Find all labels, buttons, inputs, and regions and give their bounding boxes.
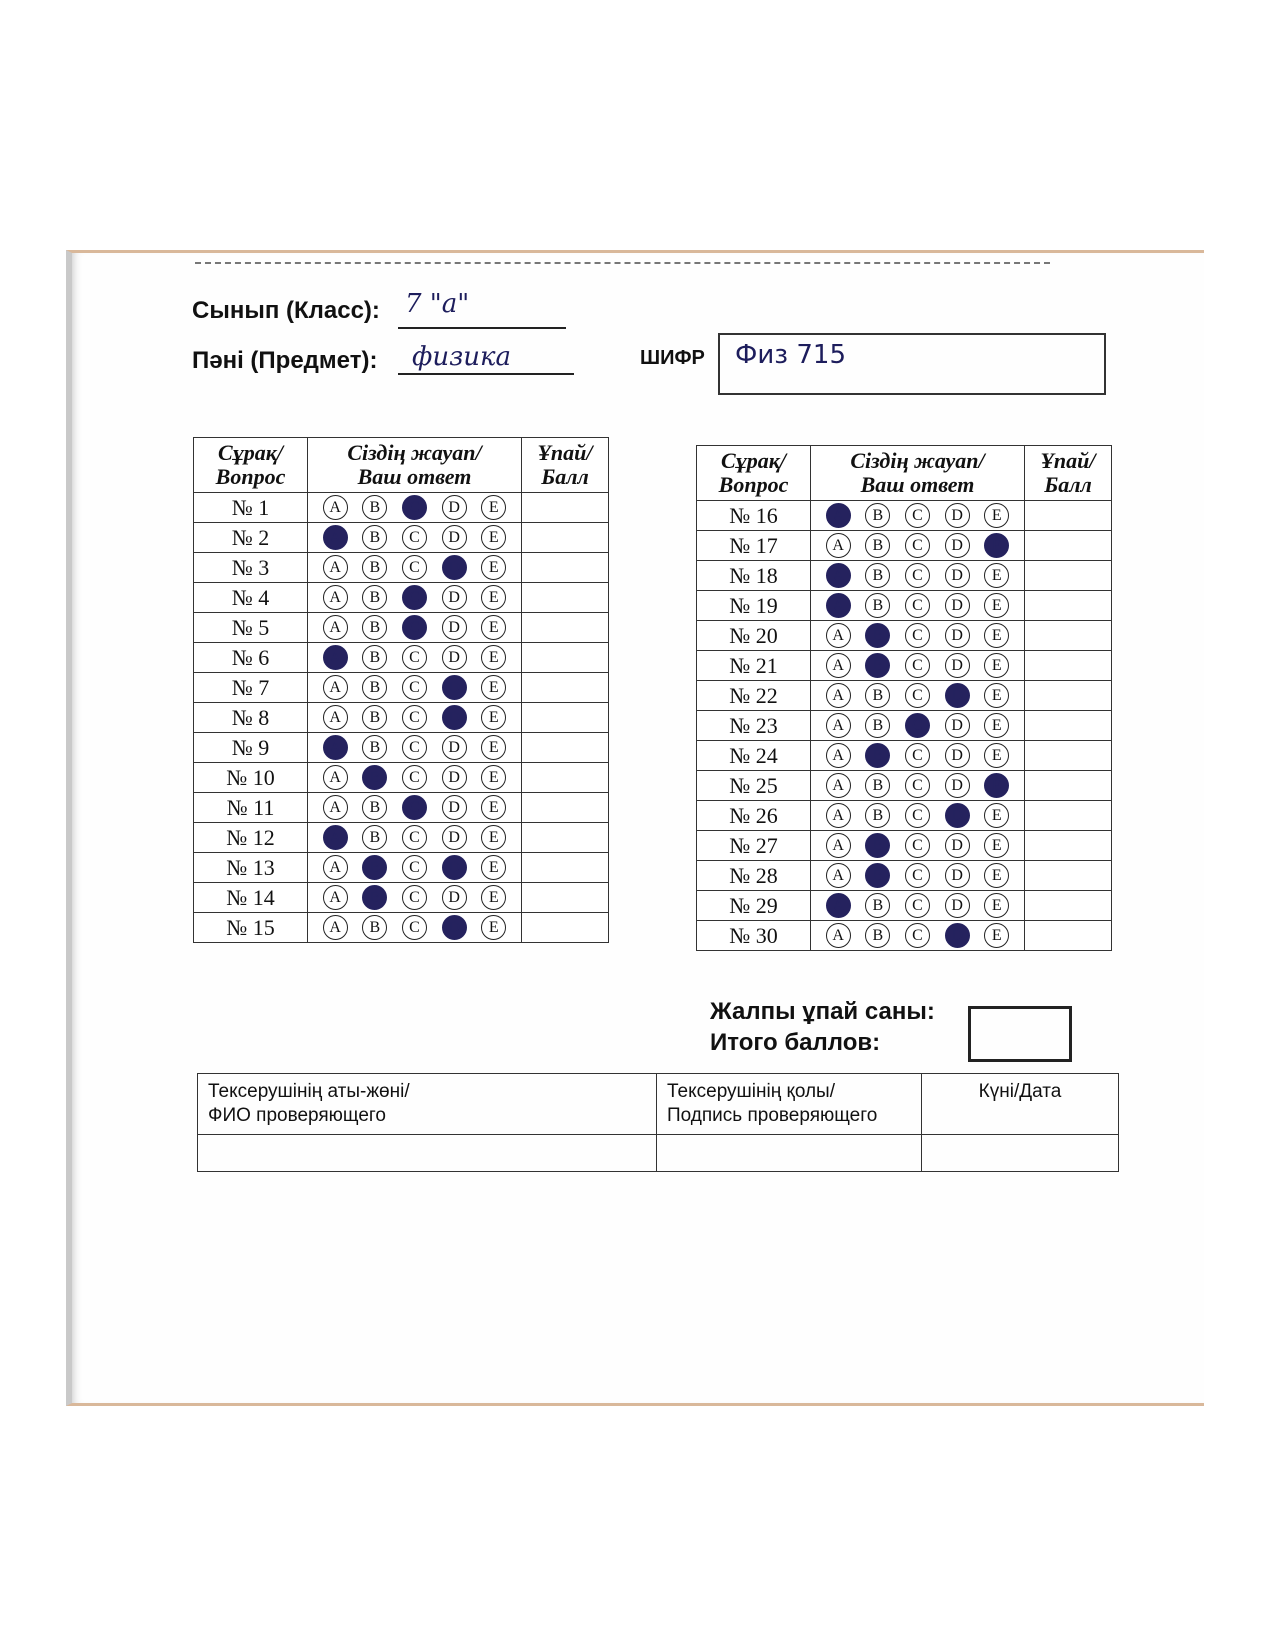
question-number: № 24 — [697, 741, 811, 771]
option-bubble-e[interactable]: E — [481, 855, 506, 880]
question-number: № 9 — [194, 733, 308, 763]
question-header: Сұрақ/ Вопрос — [697, 446, 811, 501]
score-cell[interactable] — [1025, 651, 1112, 681]
option-bubble-d[interactable]: D — [945, 503, 970, 528]
option-bubble-b[interactable]: B — [865, 653, 890, 678]
checker-name-header: Тексерушінің аты-жөні/ ФИО проверяющего — [198, 1074, 657, 1135]
question-number: № 8 — [194, 703, 308, 733]
option-bubble-e[interactable]: E — [481, 885, 506, 910]
option-bubble-a[interactable]: A — [826, 773, 851, 798]
score-cell[interactable] — [522, 583, 609, 613]
option-bubble-d[interactable]: D — [945, 713, 970, 738]
cipher-label: ШИФР — [640, 347, 705, 369]
checker-date-header: Күні/Дата — [922, 1074, 1119, 1135]
checker-signature-field[interactable] — [657, 1135, 922, 1172]
option-bubble-d[interactable]: D — [945, 773, 970, 798]
question-number: № 23 — [697, 711, 811, 741]
answer-options — [811, 741, 1025, 771]
option-bubble-a[interactable]: A — [826, 923, 851, 948]
option-bubble-d[interactable]: D — [442, 795, 467, 820]
answer-options — [308, 523, 522, 553]
question-number: № 7 — [194, 673, 308, 703]
total-label-ru: Итого баллов: — [710, 1029, 881, 1056]
question-row — [194, 733, 609, 763]
answer-options — [308, 763, 522, 793]
question-number: № 27 — [697, 831, 811, 861]
option-bubble-b[interactable]: B — [865, 863, 890, 888]
score-cell[interactable] — [1025, 741, 1112, 771]
option-bubble-e[interactable]: E — [481, 615, 506, 640]
option-bubble-b[interactable]: B — [362, 675, 387, 700]
checker-table — [197, 1073, 1119, 1172]
question-row — [194, 763, 609, 793]
option-bubble-c[interactable]: C — [402, 885, 427, 910]
option-bubble-c[interactable]: C — [905, 593, 930, 618]
option-bubble-a[interactable]: A — [323, 705, 348, 730]
option-bubble-d[interactable]: D — [442, 735, 467, 760]
question-row — [697, 651, 1112, 681]
option-bubble-c[interactable]: C — [402, 615, 427, 640]
score-cell[interactable] — [1025, 591, 1112, 621]
option-bubble-a[interactable]: A — [323, 795, 348, 820]
question-number: № 12 — [194, 823, 308, 853]
score-cell[interactable] — [522, 643, 609, 673]
class-value[interactable]: 7 "a" — [405, 289, 470, 319]
question-number: № 11 — [194, 793, 308, 823]
score-cell[interactable] — [522, 823, 609, 853]
class-underline — [398, 327, 566, 329]
score-cell[interactable] — [522, 793, 609, 823]
question-row — [697, 891, 1112, 921]
option-bubble-d[interactable]: D — [442, 765, 467, 790]
option-bubble-a[interactable]: A — [826, 683, 851, 708]
option-bubble-a[interactable]: A — [323, 825, 348, 850]
score-cell[interactable] — [1025, 771, 1112, 801]
option-bubble-a[interactable]: A — [826, 713, 851, 738]
option-bubble-c[interactable]: C — [905, 683, 930, 708]
option-bubble-d[interactable]: D — [442, 825, 467, 850]
option-bubble-d[interactable]: D — [442, 705, 467, 730]
question-number: № 25 — [697, 771, 811, 801]
answer-options — [308, 883, 522, 913]
answer-options — [308, 913, 522, 943]
question-number: № 4 — [194, 583, 308, 613]
option-bubble-d[interactable]: D — [945, 833, 970, 858]
score-cell[interactable] — [522, 673, 609, 703]
option-bubble-a[interactable]: A — [826, 503, 851, 528]
answer-options — [811, 531, 1025, 561]
option-bubble-e[interactable]: E — [984, 713, 1009, 738]
answer-options — [811, 561, 1025, 591]
option-bubble-c[interactable]: C — [402, 855, 427, 880]
option-bubble-b[interactable]: B — [865, 623, 890, 648]
option-bubble-b[interactable]: B — [362, 765, 387, 790]
score-cell[interactable] — [522, 853, 609, 883]
score-cell[interactable] — [522, 553, 609, 583]
option-bubble-e[interactable]: E — [984, 893, 1009, 918]
question-number: № 28 — [697, 861, 811, 891]
option-bubble-b[interactable]: B — [865, 833, 890, 858]
option-bubble-e[interactable]: E — [481, 495, 506, 520]
option-bubble-b[interactable]: B — [865, 803, 890, 828]
answer-table-right — [696, 445, 1112, 951]
option-bubble-e[interactable]: E — [481, 825, 506, 850]
option-bubble-c[interactable]: C — [905, 773, 930, 798]
question-row — [194, 553, 609, 583]
option-bubble-d[interactable]: D — [945, 743, 970, 768]
score-cell[interactable] — [522, 613, 609, 643]
option-bubble-c[interactable]: C — [402, 705, 427, 730]
answer-options — [308, 493, 522, 523]
option-bubble-b[interactable]: B — [865, 773, 890, 798]
option-bubble-d[interactable]: D — [945, 623, 970, 648]
option-bubble-d[interactable]: D — [442, 645, 467, 670]
option-bubble-b[interactable]: B — [865, 923, 890, 948]
option-bubble-b[interactable]: B — [865, 893, 890, 918]
option-bubble-b[interactable]: B — [362, 645, 387, 670]
score-cell[interactable] — [1025, 561, 1112, 591]
subject-value[interactable]: физика — [412, 342, 512, 372]
option-bubble-b[interactable]: B — [362, 525, 387, 550]
question-number: № 29 — [697, 891, 811, 921]
option-bubble-c[interactable]: C — [402, 645, 427, 670]
question-number: № 22 — [697, 681, 811, 711]
answer-table-left — [193, 437, 609, 943]
option-bubble-a[interactable]: A — [323, 675, 348, 700]
option-bubble-c[interactable]: C — [905, 533, 930, 558]
question-number: № 19 — [697, 591, 811, 621]
answer-header: Сіздің жауап/ Ваш ответ — [308, 438, 522, 493]
option-bubble-a[interactable]: A — [323, 645, 348, 670]
answer-options — [811, 891, 1025, 921]
question-number: № 3 — [194, 553, 308, 583]
option-bubble-b[interactable]: B — [362, 615, 387, 640]
option-bubble-e[interactable]: E — [984, 863, 1009, 888]
question-row — [194, 853, 609, 883]
question-row — [697, 621, 1112, 651]
score-cell[interactable] — [1025, 531, 1112, 561]
total-score-field[interactable] — [968, 1006, 1072, 1062]
option-bubble-e[interactable]: E — [481, 585, 506, 610]
question-row — [194, 703, 609, 733]
option-bubble-c[interactable]: C — [905, 893, 930, 918]
score-cell[interactable] — [522, 523, 609, 553]
option-bubble-c[interactable]: C — [402, 585, 427, 610]
question-row — [194, 523, 609, 553]
option-bubble-b[interactable]: B — [865, 503, 890, 528]
option-bubble-d[interactable]: D — [442, 675, 467, 700]
option-bubble-d[interactable]: D — [442, 615, 467, 640]
option-bubble-e[interactable]: E — [481, 675, 506, 700]
option-bubble-b[interactable]: B — [865, 713, 890, 738]
score-header: Ұпай/ Балл — [1025, 446, 1112, 501]
option-bubble-d[interactable]: D — [945, 923, 970, 948]
option-bubble-d[interactable]: D — [945, 683, 970, 708]
option-bubble-e[interactable]: E — [984, 743, 1009, 768]
option-bubble-a[interactable]: A — [323, 885, 348, 910]
question-number: № 10 — [194, 763, 308, 793]
option-bubble-d[interactable]: D — [442, 555, 467, 580]
checker-date-field[interactable] — [922, 1135, 1119, 1172]
answer-options — [811, 801, 1025, 831]
option-bubble-b[interactable]: B — [362, 825, 387, 850]
question-row — [194, 673, 609, 703]
option-bubble-c[interactable]: C — [905, 623, 930, 648]
option-bubble-c[interactable]: C — [402, 735, 427, 760]
option-bubble-b[interactable]: B — [362, 795, 387, 820]
option-bubble-d[interactable]: D — [442, 855, 467, 880]
question-row — [697, 711, 1112, 741]
option-bubble-c[interactable]: C — [905, 923, 930, 948]
answer-options — [308, 613, 522, 643]
question-row — [194, 613, 609, 643]
option-bubble-a[interactable]: A — [323, 855, 348, 880]
option-bubble-a[interactable]: A — [826, 833, 851, 858]
option-bubble-a[interactable]: A — [323, 915, 348, 940]
question-number: № 18 — [697, 561, 811, 591]
option-bubble-c[interactable]: C — [402, 675, 427, 700]
option-bubble-d[interactable]: D — [442, 585, 467, 610]
option-bubble-c[interactable]: C — [905, 743, 930, 768]
question-number: № 26 — [697, 801, 811, 831]
answer-options — [308, 643, 522, 673]
option-bubble-e[interactable]: E — [984, 773, 1009, 798]
option-bubble-b[interactable]: B — [865, 743, 890, 768]
score-cell[interactable] — [522, 763, 609, 793]
question-row — [697, 861, 1112, 891]
perforation-line — [195, 262, 1050, 264]
score-cell[interactable] — [1025, 621, 1112, 651]
option-bubble-b[interactable]: B — [865, 683, 890, 708]
question-number: № 2 — [194, 523, 308, 553]
total-label-kz: Жалпы ұпай саны: — [710, 998, 935, 1025]
subject-underline — [398, 373, 574, 375]
question-number: № 17 — [697, 531, 811, 561]
option-bubble-e[interactable]: E — [984, 833, 1009, 858]
answer-options — [811, 501, 1025, 531]
answer-options — [811, 591, 1025, 621]
question-number: № 13 — [194, 853, 308, 883]
option-bubble-a[interactable]: A — [826, 653, 851, 678]
option-bubble-c[interactable]: C — [905, 563, 930, 588]
cipher-value: Физ 715 — [735, 340, 846, 370]
class-label: Сынып (Класс): — [192, 297, 380, 324]
option-bubble-c[interactable]: C — [402, 915, 427, 940]
score-cell[interactable] — [1025, 681, 1112, 711]
answer-options — [811, 651, 1025, 681]
option-bubble-a[interactable]: A — [826, 803, 851, 828]
option-bubble-a[interactable]: A — [826, 593, 851, 618]
answer-options — [308, 583, 522, 613]
question-row — [194, 883, 609, 913]
question-row — [697, 561, 1112, 591]
option-bubble-a[interactable]: A — [323, 765, 348, 790]
score-cell[interactable] — [522, 733, 609, 763]
option-bubble-d[interactable]: D — [945, 593, 970, 618]
option-bubble-b[interactable]: B — [362, 885, 387, 910]
option-bubble-e[interactable]: E — [984, 503, 1009, 528]
option-bubble-d[interactable]: D — [442, 885, 467, 910]
option-bubble-d[interactable]: D — [945, 803, 970, 828]
option-bubble-a[interactable]: A — [826, 863, 851, 888]
question-row — [697, 531, 1112, 561]
option-bubble-e[interactable]: E — [984, 683, 1009, 708]
score-cell[interactable] — [1025, 801, 1112, 831]
answer-options — [811, 771, 1025, 801]
option-bubble-d[interactable]: D — [442, 915, 467, 940]
option-bubble-b[interactable]: B — [362, 735, 387, 760]
option-bubble-c[interactable]: C — [905, 503, 930, 528]
option-bubble-b[interactable]: B — [362, 495, 387, 520]
answer-header: Сіздің жауап/ Ваш ответ — [811, 446, 1025, 501]
score-cell[interactable] — [1025, 831, 1112, 861]
option-bubble-b[interactable]: B — [362, 585, 387, 610]
answer-options — [811, 621, 1025, 651]
answer-options — [308, 733, 522, 763]
option-bubble-a[interactable]: A — [323, 735, 348, 760]
option-bubble-c[interactable]: C — [402, 525, 427, 550]
answer-options — [308, 703, 522, 733]
checker-signature-header: Тексерушінің қолы/ Подпись проверяющего — [657, 1074, 922, 1135]
question-row — [194, 583, 609, 613]
question-row — [194, 793, 609, 823]
score-cell[interactable] — [1025, 501, 1112, 531]
answer-options — [811, 711, 1025, 741]
question-row — [697, 771, 1112, 801]
option-bubble-d[interactable]: D — [945, 863, 970, 888]
option-bubble-b[interactable]: B — [362, 915, 387, 940]
question-number: № 14 — [194, 883, 308, 913]
option-bubble-e[interactable]: E — [984, 653, 1009, 678]
score-cell[interactable] — [1025, 891, 1112, 921]
option-bubble-a[interactable]: A — [826, 743, 851, 768]
question-row — [697, 681, 1112, 711]
question-number: № 5 — [194, 613, 308, 643]
question-number: № 30 — [697, 921, 811, 951]
question-number: № 21 — [697, 651, 811, 681]
option-bubble-c[interactable]: C — [402, 825, 427, 850]
question-row — [697, 801, 1112, 831]
option-bubble-c[interactable]: C — [402, 765, 427, 790]
subject-label: Пәні (Предмет): — [192, 347, 378, 374]
option-bubble-a[interactable]: A — [323, 615, 348, 640]
option-bubble-c[interactable]: C — [402, 555, 427, 580]
option-bubble-d[interactable]: D — [945, 533, 970, 558]
option-bubble-b[interactable]: B — [362, 855, 387, 880]
question-row — [194, 493, 609, 523]
score-cell[interactable] — [522, 703, 609, 733]
question-row — [194, 823, 609, 853]
option-bubble-e[interactable]: E — [481, 765, 506, 790]
option-bubble-a[interactable]: A — [323, 525, 348, 550]
option-bubble-c[interactable]: C — [905, 713, 930, 738]
option-bubble-c[interactable]: C — [905, 833, 930, 858]
question-row — [194, 643, 609, 673]
option-bubble-b[interactable]: B — [362, 555, 387, 580]
answer-options — [308, 823, 522, 853]
option-bubble-e[interactable]: E — [481, 735, 506, 760]
option-bubble-c[interactable]: C — [402, 495, 427, 520]
checker-name-field[interactable] — [198, 1135, 657, 1172]
option-bubble-b[interactable]: B — [865, 533, 890, 558]
question-row — [697, 921, 1112, 951]
score-cell[interactable] — [1025, 861, 1112, 891]
option-bubble-e[interactable]: E — [984, 803, 1009, 828]
option-bubble-c[interactable]: C — [402, 795, 427, 820]
option-bubble-d[interactable]: D — [945, 653, 970, 678]
answer-options — [811, 861, 1025, 891]
option-bubble-a[interactable]: A — [323, 585, 348, 610]
option-bubble-d[interactable]: D — [945, 893, 970, 918]
answer-options — [308, 673, 522, 703]
question-number: № 20 — [697, 621, 811, 651]
option-bubble-d[interactable]: D — [442, 495, 467, 520]
option-bubble-c[interactable]: C — [905, 653, 930, 678]
score-cell[interactable] — [522, 913, 609, 943]
question-row — [697, 501, 1112, 531]
answer-options — [308, 553, 522, 583]
option-bubble-a[interactable]: A — [826, 563, 851, 588]
option-bubble-e[interactable]: E — [481, 705, 506, 730]
option-bubble-a[interactable]: A — [323, 495, 348, 520]
score-header: Ұпай/ Балл — [522, 438, 609, 493]
option-bubble-e[interactable]: E — [984, 563, 1009, 588]
option-bubble-b[interactable]: B — [865, 563, 890, 588]
option-bubble-c[interactable]: C — [905, 803, 930, 828]
score-cell[interactable] — [1025, 921, 1112, 951]
question-row — [194, 913, 609, 943]
score-cell[interactable] — [1025, 711, 1112, 741]
option-bubble-e[interactable]: E — [481, 795, 506, 820]
question-row — [697, 741, 1112, 771]
question-number: № 1 — [194, 493, 308, 523]
question-row — [697, 591, 1112, 621]
question-row — [697, 831, 1112, 861]
option-bubble-c[interactable]: C — [905, 863, 930, 888]
option-bubble-e[interactable]: E — [481, 915, 506, 940]
question-header: Сұрақ/ Вопрос — [194, 438, 308, 493]
option-bubble-e[interactable]: E — [481, 555, 506, 580]
question-number: № 6 — [194, 643, 308, 673]
answer-options — [811, 681, 1025, 711]
answer-options — [308, 853, 522, 883]
score-cell[interactable] — [522, 493, 609, 523]
option-bubble-e[interactable]: E — [984, 533, 1009, 558]
option-bubble-e[interactable]: E — [984, 923, 1009, 948]
option-bubble-b[interactable]: B — [362, 705, 387, 730]
answer-options — [308, 793, 522, 823]
option-bubble-e[interactable]: E — [984, 623, 1009, 648]
option-bubble-e[interactable]: E — [481, 525, 506, 550]
answer-options — [811, 831, 1025, 861]
answer-options — [811, 921, 1025, 951]
question-number: № 15 — [194, 913, 308, 943]
option-bubble-d[interactable]: D — [945, 563, 970, 588]
option-bubble-a[interactable]: A — [826, 623, 851, 648]
option-bubble-e[interactable]: E — [481, 645, 506, 670]
option-bubble-a[interactable]: A — [826, 893, 851, 918]
question-number: № 16 — [697, 501, 811, 531]
option-bubble-a[interactable]: A — [826, 533, 851, 558]
score-cell[interactable] — [522, 883, 609, 913]
option-bubble-b[interactable]: B — [865, 593, 890, 618]
option-bubble-e[interactable]: E — [984, 593, 1009, 618]
option-bubble-a[interactable]: A — [323, 555, 348, 580]
option-bubble-d[interactable]: D — [442, 525, 467, 550]
